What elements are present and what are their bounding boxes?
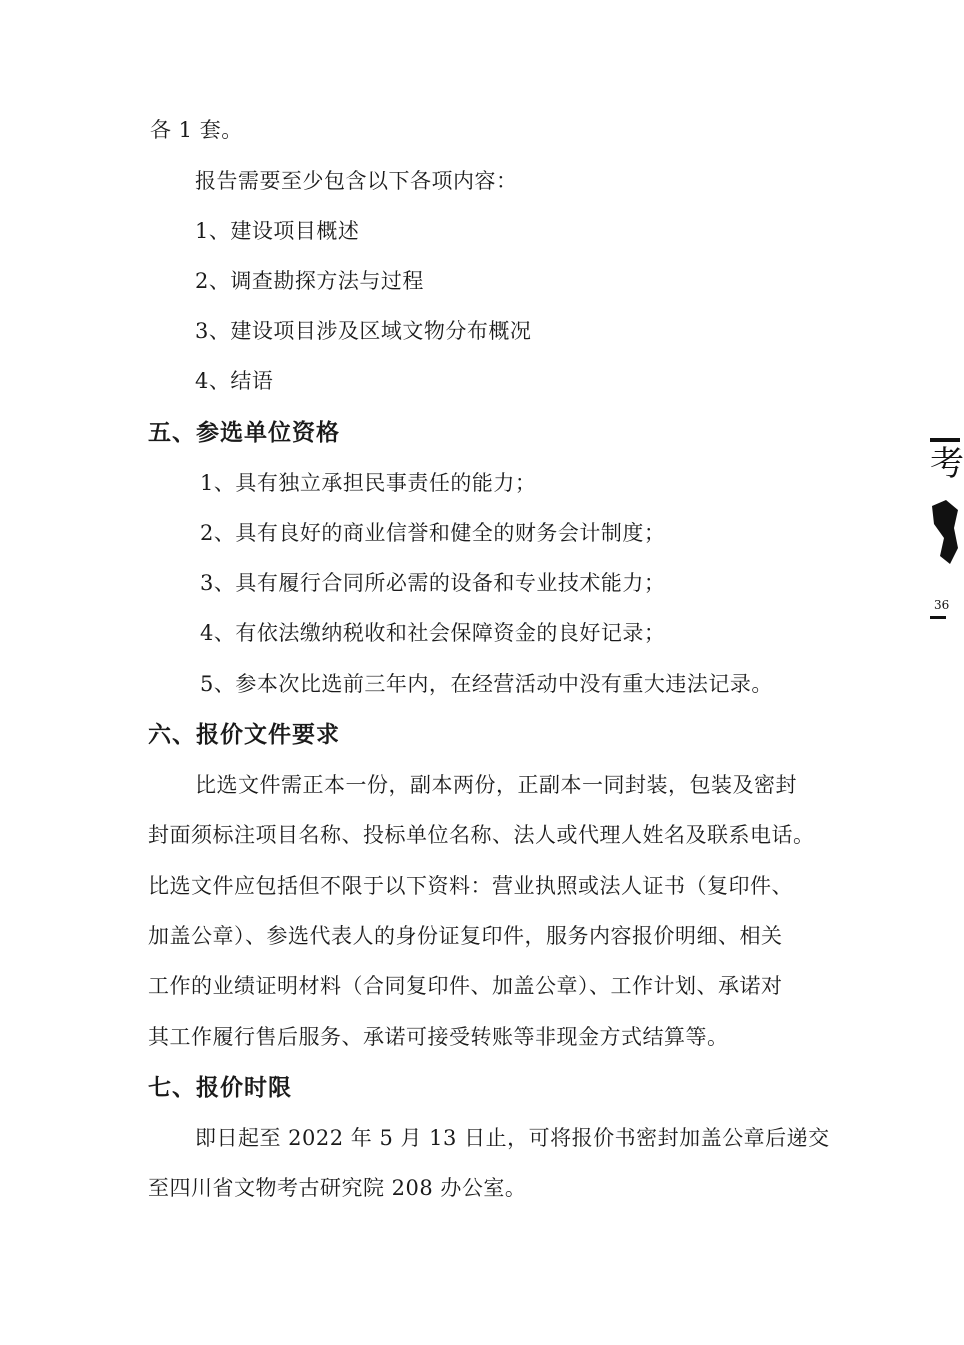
text-line: 工作的业绩证明材料（合同复印件、加盖公章）、工作计划、承诺对 xyxy=(148,974,783,998)
seal-fragment xyxy=(920,420,964,650)
text-line: 各 1 套。 xyxy=(150,118,243,142)
list-item: 4、结语 xyxy=(195,369,274,393)
text-line: 至四川省文物考古研究院 208 办公室。 xyxy=(148,1176,527,1200)
list-item: 5、参本次比选前三年内，在经营活动中没有重大违法记录。 xyxy=(200,672,773,696)
text-line: 比选文件应包括但不限于以下资料：营业执照或法人证书（复印件、 xyxy=(148,874,793,898)
section-heading: 五、参选单位资格 xyxy=(148,420,340,446)
text-line: 即日起至 2022 年 5 月 13 日止，可将报价书密封加盖公章后递交 xyxy=(195,1126,830,1150)
section-heading: 七、报价时限 xyxy=(148,1075,292,1101)
section-heading: 六、报价文件要求 xyxy=(148,722,340,748)
list-item: 3、具有履行合同所必需的设备和专业技术能力； xyxy=(200,571,666,595)
text-line: 报告需要至少包含以下各项内容： xyxy=(195,169,518,193)
text-line: 封面须标注项目名称、投标单位名称、法人或代理人姓名及联系电话。 xyxy=(148,823,815,847)
list-item: 4、有依法缴纳税收和社会保障资金的良好记录； xyxy=(200,621,666,645)
seal-char: 考 xyxy=(930,444,964,484)
text-line: 其工作履行售后服务、承诺可接受转账等非现金方式结算等。 xyxy=(148,1025,729,1049)
seal-number: 36 xyxy=(934,598,950,612)
seal-stroke xyxy=(930,438,960,442)
seal-stroke xyxy=(930,616,946,619)
list-item: 3、建设项目涉及区域文物分布概况 xyxy=(195,319,532,343)
list-item: 1、建设项目概述 xyxy=(195,219,360,243)
text-line: 加盖公章）、参选代表人的身份证复印件，服务内容报价明细、相关 xyxy=(148,924,783,948)
seal-ink-blot xyxy=(928,498,960,568)
list-item: 1、具有独立承担民事责任的能力； xyxy=(200,471,537,495)
list-item: 2、调查勘探方法与过程 xyxy=(195,269,424,293)
text-line: 比选文件需正本一份，副本两份，正副本一同封装，包装及密封 xyxy=(195,773,797,797)
list-item: 2、具有良好的商业信誉和健全的财务会计制度； xyxy=(200,521,666,545)
